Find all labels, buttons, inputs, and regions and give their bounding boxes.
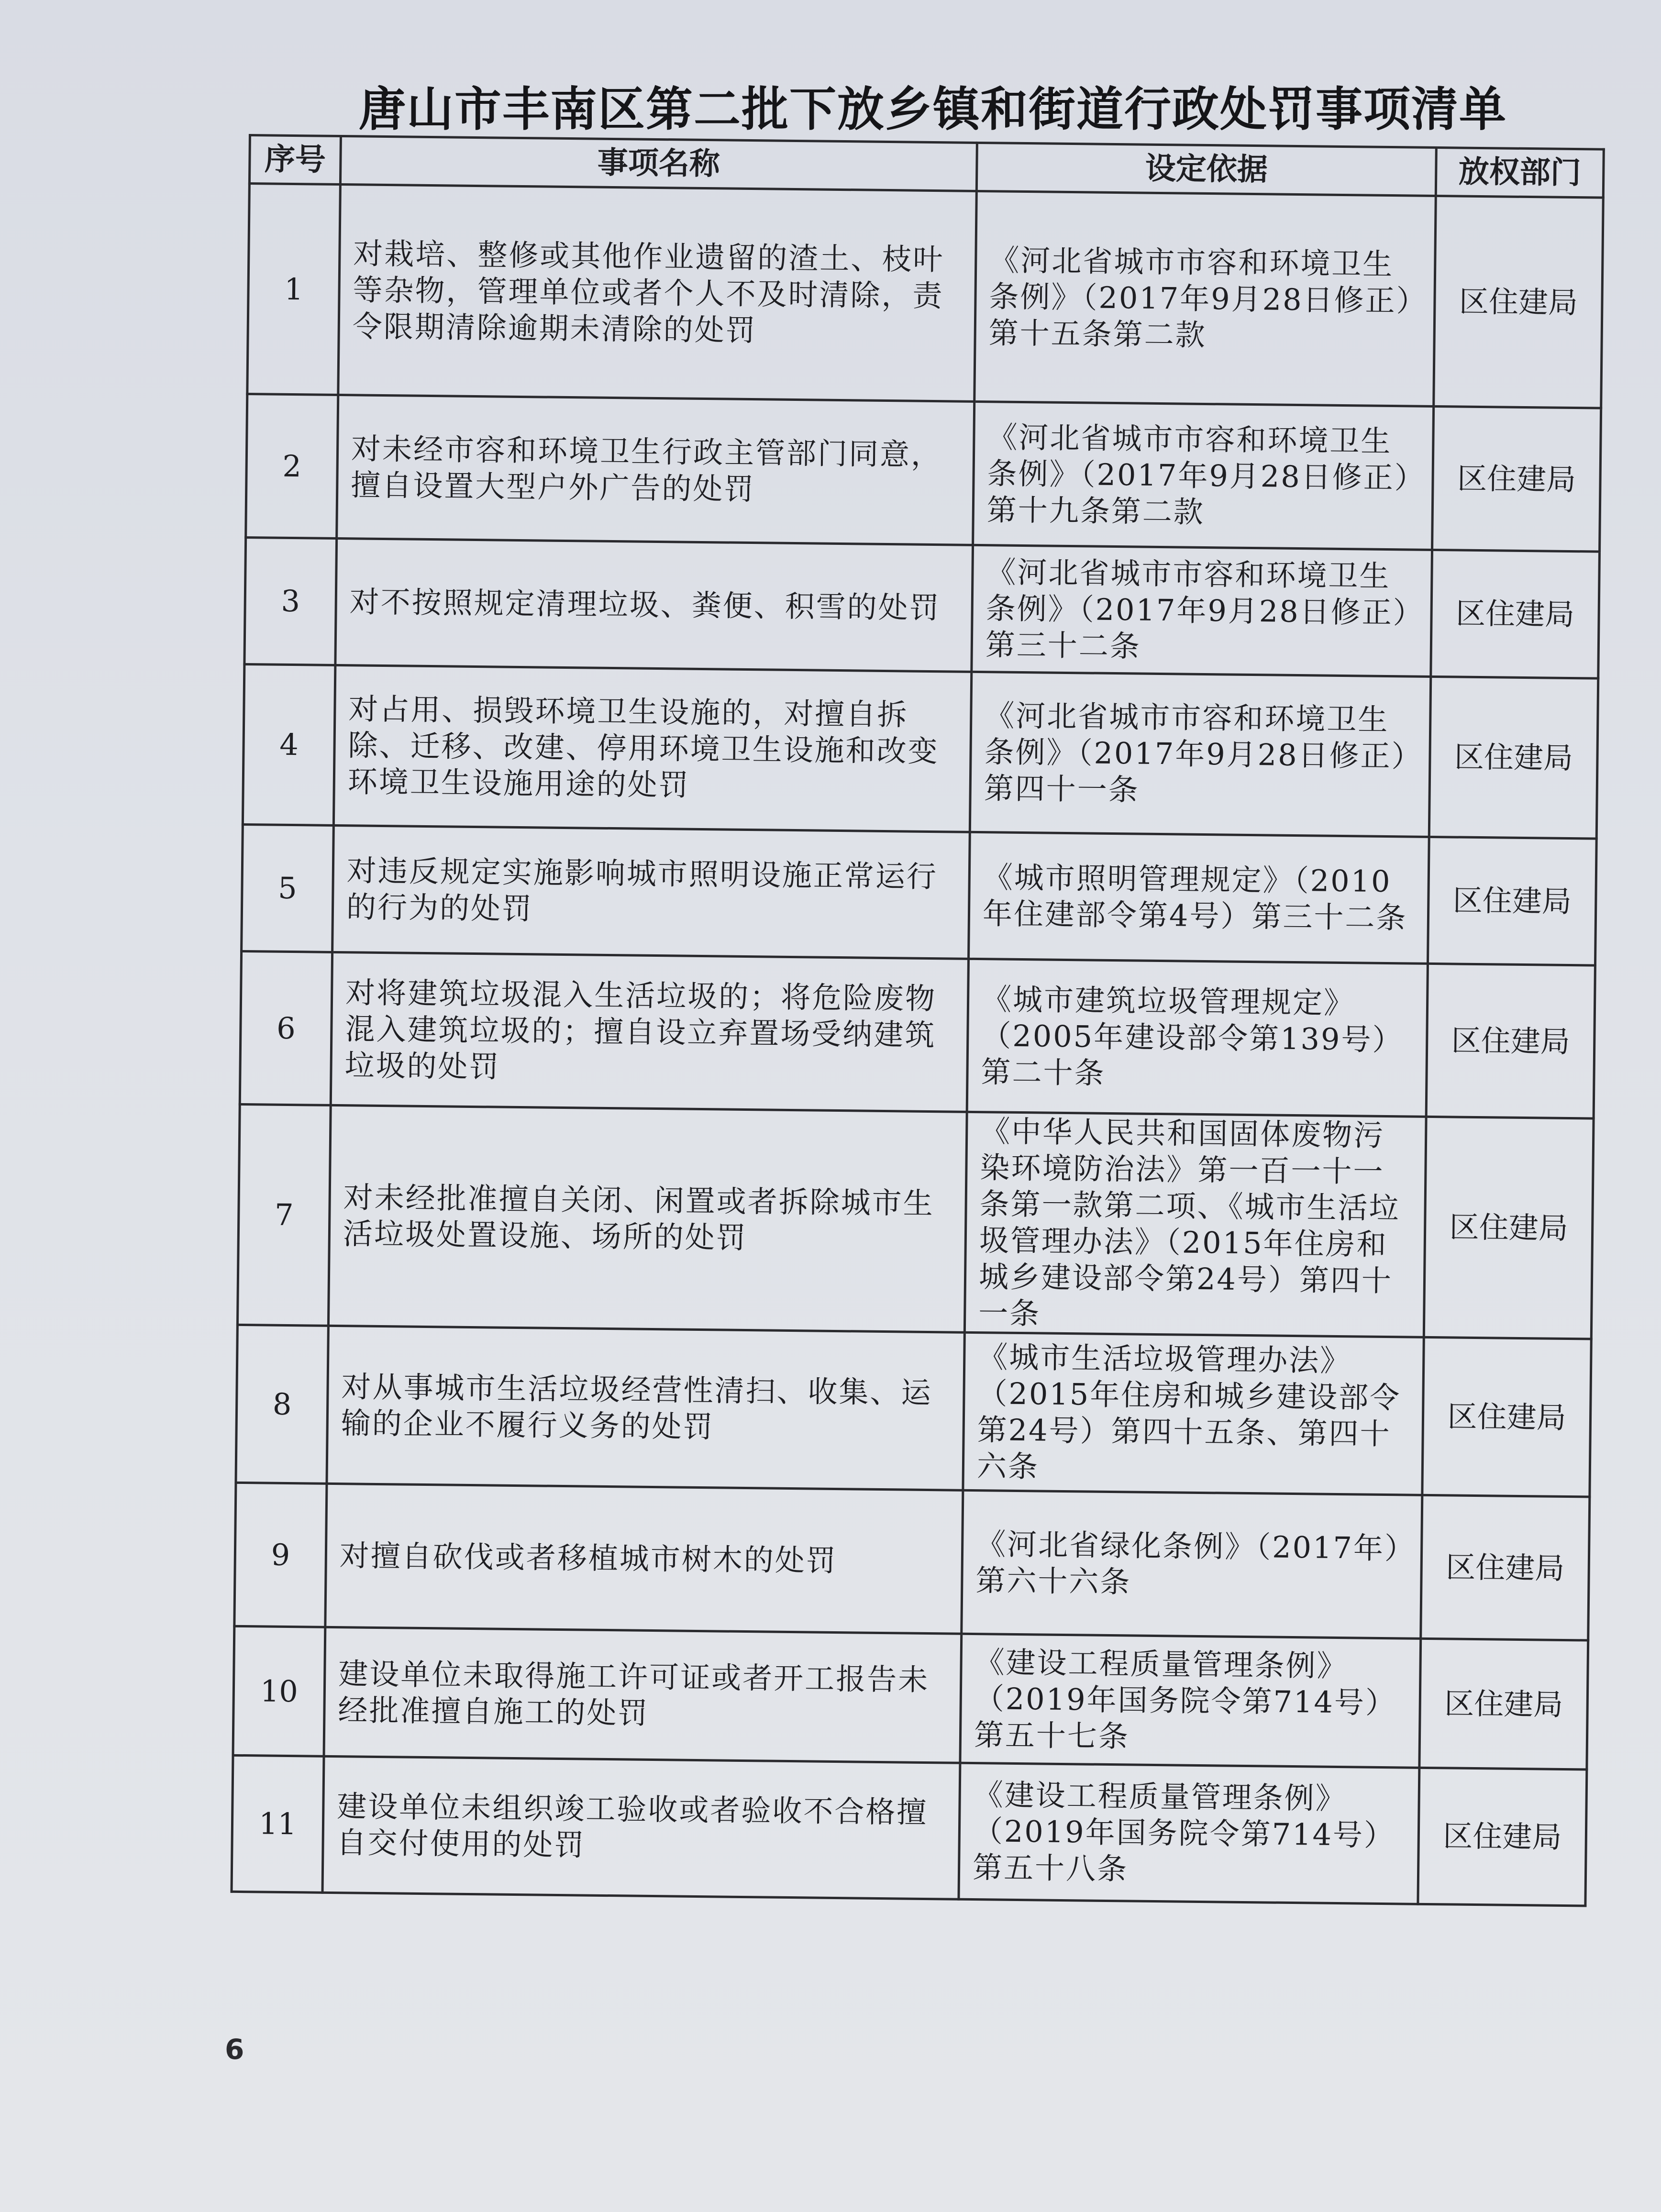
row-legal-basis: 《中华人民共和国固体废物污染环境防治法》第一百一十一条第一款第二项、《城市生活垃圾管理办法》（2015年住房和城乡建设部令第24号）第四十一条 [964, 1112, 1426, 1337]
row-number: 9 [234, 1482, 327, 1627]
row-department: 区住建局 [1434, 196, 1604, 408]
row-department: 区住建局 [1431, 550, 1600, 678]
row-item-name: 对未经批准擅自关闭、闲置或者拆除城市生活垃圾处置设施、场所的处罚 [328, 1105, 967, 1332]
table-row [242, 824, 1597, 965]
row-department: 区住建局 [1428, 837, 1596, 965]
table-row [243, 664, 1598, 839]
row-number: 7 [237, 1104, 331, 1326]
row-item-name: 对从事城市生活垃圾经营性清扫、收集、运输的企业不履行义务的处罚 [327, 1326, 964, 1490]
row-item-name: 建设单位未组织竣工验收或者验收不合格擅自交付使用的处罚 [322, 1756, 960, 1899]
row-number: 5 [242, 824, 334, 952]
header-legal-basis: 设定依据 [976, 143, 1436, 196]
page-number: 6 [225, 2033, 244, 2066]
table-row [234, 1482, 1590, 1640]
table-row [244, 537, 1600, 678]
row-number: 11 [232, 1755, 324, 1892]
row-legal-basis: 《建设工程质量管理条例》（2019年国务院令第714号）第五十七条 [960, 1634, 1421, 1768]
row-number: 8 [236, 1325, 328, 1483]
row-item-name: 对栽培、整修或其他作业遗留的渣土、枝叶等杂物，管理单位或者个人不及时清除，责令限期清除逾期未清除的处罚 [338, 185, 977, 402]
table-row [237, 1104, 1594, 1339]
header-department: 放权部门 [1436, 147, 1604, 198]
document-title: 唐山市丰南区第二批下放乡镇和街道行政处罚事项清单 [358, 82, 1507, 137]
table-row [240, 951, 1595, 1118]
row-legal-basis: 《建设工程质量管理条例》（2019年国务院令第714号）第五十八条 [959, 1763, 1419, 1904]
row-item-name: 对不按照规定清理垃圾、粪便、积雪的处罚 [335, 538, 973, 672]
row-number: 6 [240, 951, 332, 1105]
row-department: 区住建局 [1419, 1638, 1588, 1770]
table-row [246, 394, 1601, 552]
row-department: 区住建局 [1426, 963, 1595, 1118]
row-legal-basis: 《城市建筑垃圾管理规定》（2005年建设部令第139号）第二十条 [967, 959, 1428, 1117]
row-number: 1 [247, 184, 341, 395]
row-number: 10 [233, 1626, 325, 1756]
row-legal-basis: 《城市照明管理规定》（2010年住建部令第4号）第三十二条 [969, 832, 1429, 963]
row-item-name: 对将建筑垃圾混入生活垃圾的；将危险废物混入建筑垃圾的；擅自设立弃置场受纳建筑垃圾的处罚 [331, 952, 968, 1112]
row-legal-basis: 《河北省城市市容和环境卫生条例》（2017年9月28日修正）第四十一条 [970, 672, 1430, 837]
table-row [247, 184, 1603, 409]
header-item-name: 事项名称 [340, 136, 977, 191]
header-serial-number: 序号 [249, 135, 341, 185]
row-department: 区住建局 [1422, 1337, 1591, 1497]
row-legal-basis: 《河北省城市市容和环境卫生条例》（2017年9月28日修正）第三十二条 [972, 545, 1432, 676]
row-item-name: 对未经市容和环境卫生行政主管部门同意，擅自设置大型户外广告的处罚 [337, 395, 974, 545]
row-department: 区住建局 [1418, 1768, 1587, 1906]
row-item-name: 对占用、损毁环境卫生设施的，对擅自拆除、迁移、改建、停用环境卫生设施和改变环境卫生设施用途的处罚 [333, 665, 971, 832]
row-legal-basis: 《河北省城市市容和环境卫生条例》（2017年9月28日修正）第十五条第二款 [974, 191, 1436, 406]
table-row [233, 1626, 1588, 1770]
penalty-items-table [230, 134, 1605, 1907]
row-department: 区住建局 [1421, 1495, 1590, 1640]
row-department: 区住建局 [1432, 406, 1601, 552]
row-item-name: 对违反规定实施影响城市照明设施正常运行的行为的处罚 [332, 825, 970, 959]
row-department: 区住建局 [1424, 1117, 1594, 1339]
row-legal-basis: 《城市生活垃圾管理办法》（2015年住房和城乡建设部令第24号）第四十五条、第四十六条 [963, 1332, 1424, 1495]
row-item-name: 建设单位未取得施工许可证或者开工报告未经批准擅自施工的处罚 [324, 1627, 962, 1763]
row-item-name: 对擅自砍伐或者移植城市树木的处罚 [325, 1483, 963, 1634]
row-number: 2 [246, 394, 338, 538]
table-row [232, 1755, 1587, 1906]
table-row [236, 1325, 1591, 1497]
row-department: 区住建局 [1429, 676, 1598, 839]
row-legal-basis: 《河北省城市市容和环境卫生条例》（2017年9月28日修正）第十九条第二款 [973, 401, 1434, 550]
row-number: 3 [244, 537, 337, 665]
row-legal-basis: 《河北省绿化条例》（2017年）第六十六条 [962, 1490, 1422, 1638]
row-number: 4 [243, 664, 335, 825]
